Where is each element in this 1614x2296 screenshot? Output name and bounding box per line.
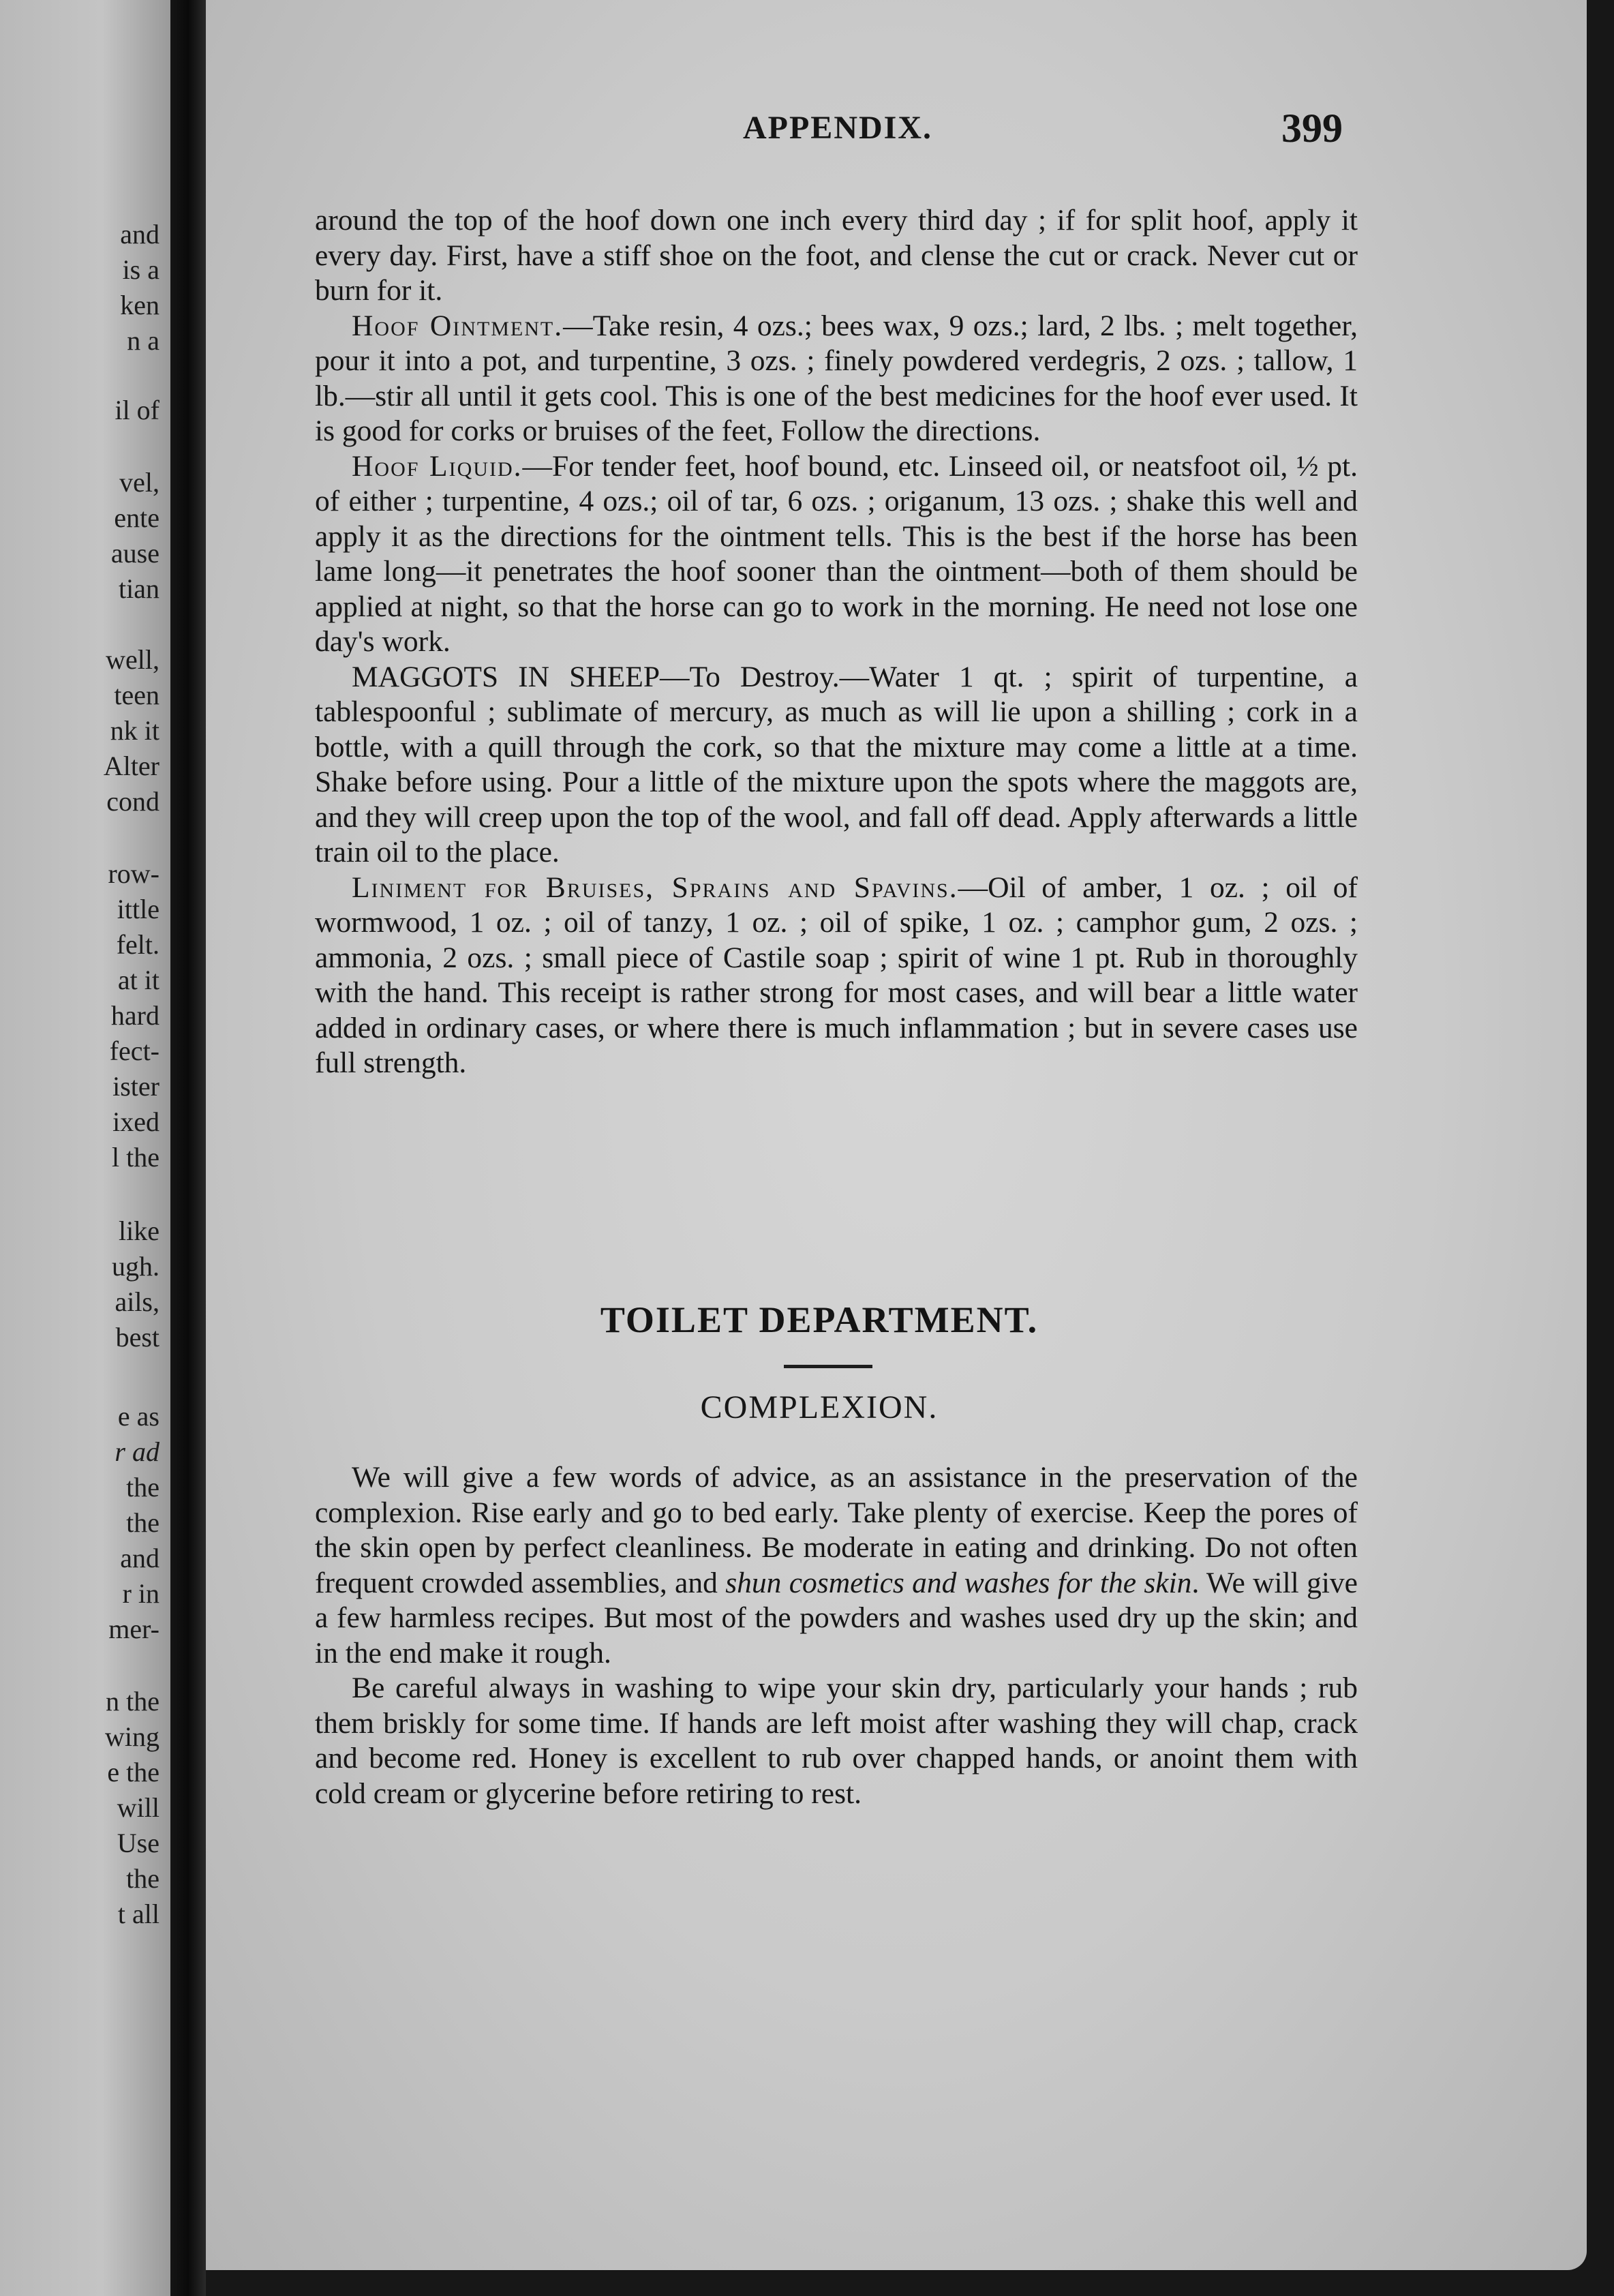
left-fragment: row- (108, 858, 159, 889)
left-fragment: wing (105, 1721, 159, 1752)
left-fragment: well, (106, 644, 159, 675)
left-fragment: ugh. (112, 1251, 159, 1282)
right-page (206, 0, 1587, 2270)
left-fragment: Use (117, 1828, 159, 1858)
paragraph-hoof-continuation: around the top of the hoof down one inch every third day ; if for split hoof, apply it every day. First, have a stiff shoe on the foot, and clense the cut or crack. Never cut or burn for it. (315, 204, 1358, 307)
left-fragment: Alter (103, 751, 159, 781)
left-fragment: vel, (119, 467, 159, 498)
section-subtitle: COMPLEXION. (700, 1389, 939, 1425)
left-fragment: teen (114, 680, 159, 710)
left-fragment: and (120, 1543, 159, 1573)
hoof-liquid-text: —For tender feet, hoof bound, etc. Linseed oil, or neatsfoot oil, ½ pt. of either ; turpentine, 4 ozs.; oil of tar, 6 ozs. ; origanum, 13 ozs. ; shake this well and apply it as the directions for the ointment tells. This is the best if the horse has been lame long—it penetrates the hoof sooner than the ointment—both of them should be applied at night, so that the horse can go to work in the morning. He need not lose one day's work. (315, 449, 1358, 658)
left-fragment: n the (106, 1686, 159, 1717)
paragraph-hoof-ointment (315, 309, 1358, 449)
left-fragment: hard (110, 1000, 159, 1031)
left-fragment: il of (115, 395, 159, 425)
left-fragment: t all (117, 1899, 159, 1929)
left-fragment: e the (107, 1757, 159, 1787)
left-fragment: like (119, 1215, 159, 1246)
left-fragment: r in (122, 1578, 159, 1609)
left-fragment: ause (110, 538, 159, 569)
left-fragment: e as (117, 1401, 159, 1432)
paragraph-maggots (315, 660, 1358, 871)
left-fragment: will (117, 1792, 159, 1823)
complexion-advice-a: We will give a few words of advice, as an assistance in the preservation of the complexion. Rise early and go to bed early. Take plenty of exercise. Keep the pores of the skin open by perfect cleanliness. Be moderate in eating and drinking. Do not often frequent crowded assemblies, and (315, 1461, 1358, 1599)
complexion-advice-b: . We will give a few harmless recipes. But most of the powders and washes used dry up the skin; and in the end make it rough. (315, 1566, 1358, 1670)
hoof-ointment-text: —Take resin, 4 ozs.; bees wax, 9 ozs.; lard, 2 lbs. ; melt together, pour it into a pot, and turpentine, 3 ozs. ; finely powdered verdegris, 2 ozs. ; tallow, 1 lb.—stir all until it gets cool. This is one of the best medicines for the hoof ever used. It is good for corks or bruises of the feet, Follow the directions. (315, 309, 1358, 447)
complexion-advice-italic: shun cosmetics and washes for the skin (725, 1566, 1192, 1599)
left-fragment: ittle (117, 894, 159, 924)
left-fragment: at it (117, 965, 159, 995)
complexion-text (315, 1460, 1358, 1811)
paragraph-complexion-advice (315, 1460, 1358, 1671)
left-page-edge (0, 0, 170, 2296)
paragraph-liniment (315, 871, 1358, 1081)
left-fragment: ails, (115, 1286, 159, 1317)
liniment-text: —Oil of amber, 1 oz. ; oil of wormwood, 1 oz. ; oil of tanzy, 1 oz. ; oil of spike, 1 oz. ; camphor gum, 2 ozs. ; ammonia, 2 ozs. ; small piece of Castile soap ; spirit of wine 1 pt. Rub in thoroughly with the hand. This receipt is rather strong for most cases, and will bear a little water added in ordinary cases, or where there is much inflammation ; but in severe cases use full strength. (315, 871, 1358, 1079)
left-fragment: r ad (115, 1436, 159, 1467)
left-fragment: ixed (112, 1106, 159, 1137)
maggots-heading: MAGGOTS IN SHEEP—To Destroy. (352, 660, 840, 693)
left-fragment: mer- (108, 1614, 159, 1644)
left-fragment: is a (122, 254, 159, 285)
page-number: 399 (1281, 106, 1343, 151)
hoof-liquid-heading: Hoof Liquid. (352, 449, 523, 483)
liniment-heading: Liniment for Bruises, Sprains and Spavins. (352, 871, 958, 904)
left-fragment: ister (112, 1071, 159, 1102)
left-fragment: ken (120, 290, 159, 320)
hoof-ointment-heading: Hoof Ointment. (352, 309, 564, 342)
left-fragment: the (126, 1507, 159, 1538)
running-head: APPENDIX. (743, 110, 932, 146)
left-fragment: and (120, 219, 159, 250)
left-fragment: fect- (109, 1036, 159, 1066)
left-fragment: nk it (110, 715, 159, 746)
appendix-text (315, 203, 1358, 1081)
left-fragment: the (126, 1472, 159, 1502)
left-fragment: best (115, 1322, 159, 1353)
left-fragment: l the (112, 1142, 159, 1173)
title-rule (784, 1365, 872, 1368)
book-gutter (170, 0, 206, 2296)
left-fragment: the (126, 1863, 159, 1894)
left-fragment: ente (114, 502, 159, 533)
left-fragment: tian (119, 573, 159, 604)
paragraph-complexion-hands: Be careful always in washing to wipe your skin dry, particularly your hands ; rub them briskly for some time. If hands are left moist after washing they will chap, crack and become red. Honey is excellent to rub over chapped hands, or anoint them with cold cream or glycerine before retiring to rest. (315, 1672, 1358, 1810)
left-fragment: felt. (116, 929, 159, 960)
section-title: TOILET DEPARTMENT. (600, 1299, 1039, 1340)
left-fragment: n a (127, 325, 159, 356)
paragraph-hoof-liquid (315, 449, 1358, 660)
maggots-text: —Water 1 qt. ; spirit of turpentine, a tablespoonful ; sublimate of mercury, as much as will lie upon a shilling ; cork in a bottle, with a quill through the cork, so that the mixture may come a little at a time. Shake before using. Pour a little of the mixture upon the spots where the maggots are, and they will creep upon the top of the wool, and fall off dead. Apply afterwards a little train oil to the place. (315, 660, 1358, 868)
left-fragment: cond (106, 786, 159, 817)
page-header (206, 106, 1587, 157)
